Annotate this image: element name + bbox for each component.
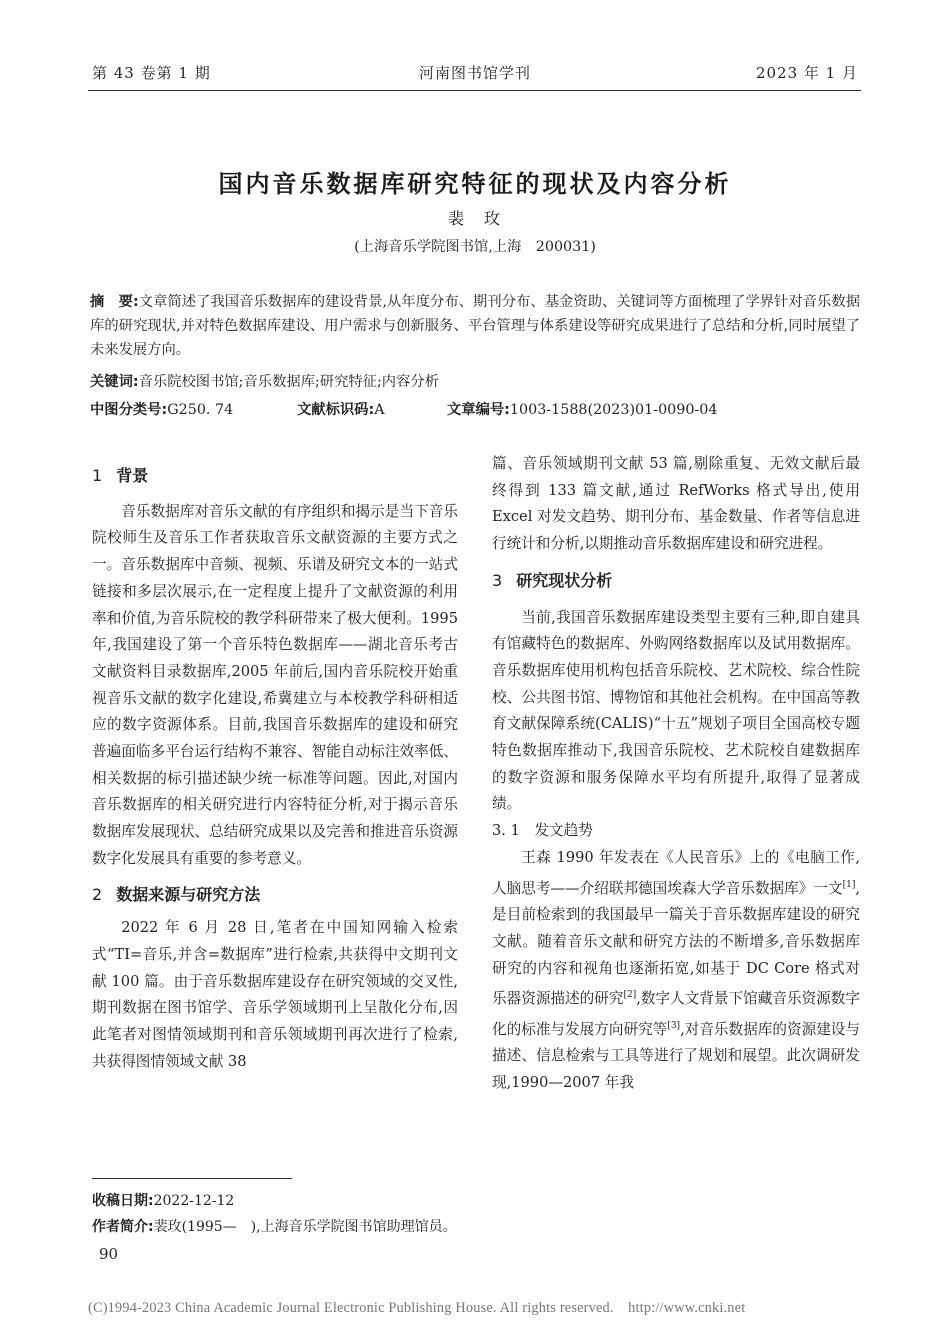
clc-value: G250. 74 [167, 402, 234, 418]
abstract-text: 文章简述了我国音乐数据库的建设背景,从年度分布、期刊分布、基金资助、关键词等方面梳理了学界针对音乐数据库的研究现状,并对特色数据库建设、用户需求与创新服务、平台管理与体系建设等研究成果进行了总结和分析,同时展望了未来发展方向。 [90, 294, 861, 358]
subsection-3-1-paragraph [492, 845, 860, 1097]
keywords-text: 音乐院校图书馆;音乐数据库;研究特征;内容分析 [138, 374, 439, 390]
affiliation: (上海音乐学院图书馆,上海 200031) [354, 239, 596, 255]
section-2-paragraph: 2022 年 6 月 28 日,笔者在中国知网输入检索式“TI=音乐,并含=数据库”进行检索,共获得中文期刊文献 100 篇。由于音乐数据库建设存在研究领域的交叉性,期刊数据在图书馆学、音乐学领域期刊上呈散化分布,因此笔者对图情领域期刊和音乐领域期刊再次进行了检索,共获得图情领域文献 38 [92, 919, 458, 1070]
author-bio [92, 1216, 457, 1236]
section-1-paragraph: 音乐数据库对音乐文献的有序组织和揭示是当下音乐院校师生及音乐工作者获取音乐文献资源的主要方式之一。音乐数据库中音频、视频、乐谱及研究文本的一站式链接和多层次展示,在一定程度上提升了文献资源的利用率和价值,为音乐院校的教学科研带来了极大便利。1995 年,我国建设了第一个音乐特色数据库——湖北音乐考古文献资料目录数据库,2005 年前后,国内音乐院校开始重视音乐文献的数字化建设,希冀建立与本校教学科研相适应的数字资源体系。目前,我国音乐数据库的建设和研究普遍面临多平台运行结构不兼容、智能自动标注效率低、相关数据的标引描述缺少统一标准等问题。因此,对国内音乐数据库的相关研究进行内容特征分析,对于揭示音乐数据库发展现状、总结研究成果以及完善和推进音乐资源数字化发展具有重要的参考意义。 [92, 502, 458, 867]
received-date [92, 1190, 234, 1210]
reference-3: [3] [667, 1020, 681, 1031]
section-1-heading [92, 463, 458, 490]
author-bio-text: 裴玫(1995— ),上海音乐学院图书馆助理馆员。 [153, 1219, 457, 1235]
para-part-c: ,数字人文背景下馆藏音乐资源数字化的标准与发展方向研究等 [492, 990, 860, 1038]
abstract-label: 摘 要: [90, 294, 139, 310]
doccode-line [297, 398, 385, 422]
article-title: 国内音乐数据库研究特征的现状及内容分析 [218, 170, 732, 198]
doccode-label: 文献标识码: [297, 402, 375, 418]
right-column [492, 451, 860, 1097]
header-rule [88, 90, 861, 91]
section-2-title: 数据来源与研究方法 [116, 884, 261, 904]
section-2-heading [92, 882, 458, 909]
articleno-line [447, 398, 717, 422]
keywords-label: 关键词: [90, 374, 139, 390]
para-part-a: 王森 1990 年发表在《人民音乐》上的《电脑工作,人脑思考——介绍联邦德国埃森大学音乐数据库》一文 [492, 848, 860, 897]
footnote-rule [92, 1178, 292, 1179]
clc-label: 中图分类号: [90, 402, 168, 418]
received-label: 收稿日期: [92, 1193, 154, 1209]
section-1-title: 背景 [116, 466, 149, 485]
left-column [92, 463, 458, 1075]
abstract [90, 290, 860, 362]
section-3-number: 3 [492, 570, 503, 590]
section-2-number: 2 [92, 884, 103, 904]
author-name: 裴 玫 [447, 209, 502, 228]
articleno-label: 文章编号: [447, 402, 510, 418]
subsection-3-1-heading: 3. 1 发文趋势 [492, 822, 593, 840]
section-3-heading [492, 568, 860, 595]
received-value: 2022-12-12 [153, 1193, 235, 1209]
section-3-title: 研究现状分析 [516, 570, 613, 590]
issue-date: 2023 年 1 月 [755, 64, 858, 82]
page-number: 90 [99, 1245, 119, 1263]
doccode-value: A [374, 402, 385, 418]
section-3-paragraph: 当前,我国音乐数据库建设类型主要有三种,即自建具有馆藏特色的数据库、外购网络数据库以及试用数据库。音乐数据库使用机构包括音乐院校、艺术院校、综合性院校、公共图书馆、博物馆和其他社会机构。在中国高等教育文献保障系统(CALIS)“十五”规划子项目全国高校专题特色数据库推动下,我国音乐院校、艺术院校自建数据库的数字资源和服务保障水平均有所提升,取得了显著成绩。 [492, 608, 860, 813]
journal-volume: 第 43 卷第 1 期 [92, 64, 211, 82]
journal-name: 河南图书馆学刊 [418, 64, 531, 82]
author-bio-label: 作者简介: [92, 1219, 154, 1235]
section-1-number: 1 [92, 466, 103, 485]
keywords [90, 370, 860, 394]
reference-1: [1] [842, 879, 856, 890]
reference-2: [2] [623, 990, 637, 1001]
para-part-b: ,是目前检索到的我国最早一篇关于音乐数据库建设的研究文献。随着音乐文献和研究方法的不断增多,音乐数据库研究的内容和视角也逐渐拓宽,如基于 DC Core 格式对乐器资源描述的研究 [492, 879, 860, 1008]
continued-paragraph: 篇、音乐领域期刊文献 53 篇,剔除重复、无效文献后最终得到 133 篇文献,通过 RefWorks 格式导出,使用 Excel 对发文趋势、期刊分布、基金数量、作者等信息进行统计和分析,以期推动音乐数据库建设和研究进程。 [492, 455, 860, 553]
copyright-notice: (C)1994-2023 China Academic Journal Electronic Publishing House. All rights reserved. http://www.cnki.net [88, 1300, 746, 1316]
articleno-value: 1003-1588(2023)01-0090-04 [509, 402, 718, 418]
para-part-d: ,对音乐数据库的资源建设与描述、信息检索与工具等进行了规划和展望。此次调研发现,1990—2007 年我 [492, 1020, 860, 1092]
